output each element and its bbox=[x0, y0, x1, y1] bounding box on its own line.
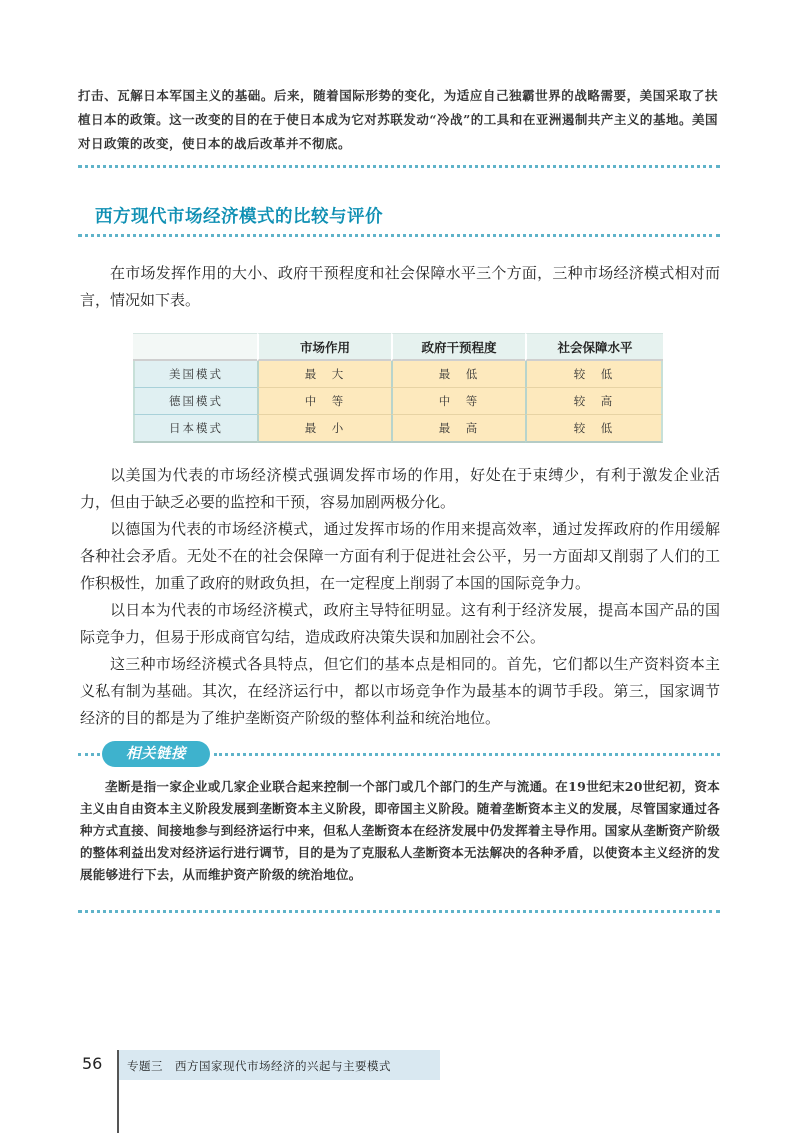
row-label: 日本模式 bbox=[133, 415, 257, 443]
table-header: 社会保障水平 bbox=[525, 333, 663, 361]
main-paragraphs bbox=[80, 462, 720, 732]
previous-section-text: 打击、瓦解日本军国主义的基础。后来，随着国际形势的变化，为适应自己独霸世界的战略需要，美国采取了扶植日本的政策。这一改变的目的在于使日本成为它对苏联发动“冷战”的工具和在亚洲遏制共产主义的基地。美国对日政策的改变，使日本的战后改革并不彻底。 bbox=[78, 88, 718, 151]
footer-rule bbox=[117, 1050, 119, 1133]
paragraph: 以德国为代表的市场经济模式，通过发挥市场的作用来提高效率，通过发挥政府的作用缓解各种社会矛盾。无处不在的社会保障一方面有利于促进社会公平，另一方面却又削弱了人们的工作积极性，加重了政府的财政负担，在一定程度上削弱了本国的国际竞争力。 bbox=[80, 520, 720, 592]
row-label: 美国模式 bbox=[133, 361, 257, 388]
table-row bbox=[133, 415, 663, 443]
table-header: 市场作用 bbox=[257, 333, 391, 361]
footer-topic: 专题三 bbox=[127, 1059, 163, 1073]
section-title: 西方现代市场经济模式的比较与评价 bbox=[95, 207, 383, 227]
table-cell: 较 低 bbox=[525, 415, 663, 443]
comparison-table bbox=[133, 333, 663, 443]
divider-top bbox=[78, 165, 720, 168]
table-row bbox=[133, 388, 663, 415]
table-row bbox=[133, 361, 663, 388]
link-divider-left bbox=[78, 753, 100, 756]
related-link-text: 垄断是指一家企业或几家企业联合起来控制一个部门或几个部门的生产与流通。在19世纪末20世纪初，资本主义由自由资本主义阶段发展到垄断资本主义阶段，即帝国主义阶段。随着垄断资本主义的发展，尽管国家通过各种方式直接、间接地参与到经济运行中来，但私人垄断资本在经济发展中仍发挥着主导作用。国家从垄断资产阶级的整体利益出发对经济运行进行调节，目的是为了克服私人垄断资本无法解决的各种矛盾，以使资本主义经济的发展能够进行下去，从而维护资产阶级的统治地位。 bbox=[80, 779, 721, 882]
table-header-row bbox=[133, 333, 663, 361]
divider-bottom bbox=[78, 910, 720, 913]
table-cell: 最 小 bbox=[257, 415, 391, 443]
related-link-badge: 相关链接 bbox=[102, 741, 210, 767]
table-cell: 最 高 bbox=[391, 415, 525, 443]
table-cell: 中 等 bbox=[391, 388, 525, 415]
table-cell: 较 低 bbox=[525, 361, 663, 388]
row-label: 德国模式 bbox=[133, 388, 257, 415]
link-divider-right bbox=[214, 753, 720, 756]
footer-topic-title: 西方国家现代市场经济的兴起与主要模式 bbox=[175, 1059, 391, 1073]
intro-paragraph: 在市场发挥作用的大小、政府干预程度和社会保障水平三个方面，三种市场经济模式相对而言，情况如下表。 bbox=[80, 264, 720, 309]
table-cell: 中 等 bbox=[257, 388, 391, 415]
footer-caption bbox=[127, 1058, 391, 1074]
table-cell: 最 大 bbox=[257, 361, 391, 388]
page-number: 56 bbox=[82, 1054, 103, 1073]
paragraph: 以美国为代表的市场经济模式强调发挥市场的作用，好处在于束缚少，有利于激发企业活力，但由于缺乏必要的监控和干预，容易加剧两极分化。 bbox=[80, 466, 720, 511]
table-header: 政府干预程度 bbox=[391, 333, 525, 361]
title-underline bbox=[78, 234, 720, 237]
table-corner bbox=[133, 333, 257, 361]
table-cell: 较 高 bbox=[525, 388, 663, 415]
table-cell: 最 低 bbox=[391, 361, 525, 388]
paragraph: 以日本为代表的市场经济模式，政府主导特征明显。这有利于经济发展，提高本国产品的国际竞争力，但易于形成商官勾结，造成政府决策失误和加剧社会不公。 bbox=[80, 601, 720, 646]
paragraph: 这三种市场经济模式各具特点，但它们的基本点是相同的。首先，它们都以生产资料资本主义私有制为基础。其次，在经济运行中，都以市场竞争作为最基本的调节手段。第三，国家调节经济的目的都是为了维护垄断资产阶级的整体利益和统治地位。 bbox=[80, 655, 720, 727]
